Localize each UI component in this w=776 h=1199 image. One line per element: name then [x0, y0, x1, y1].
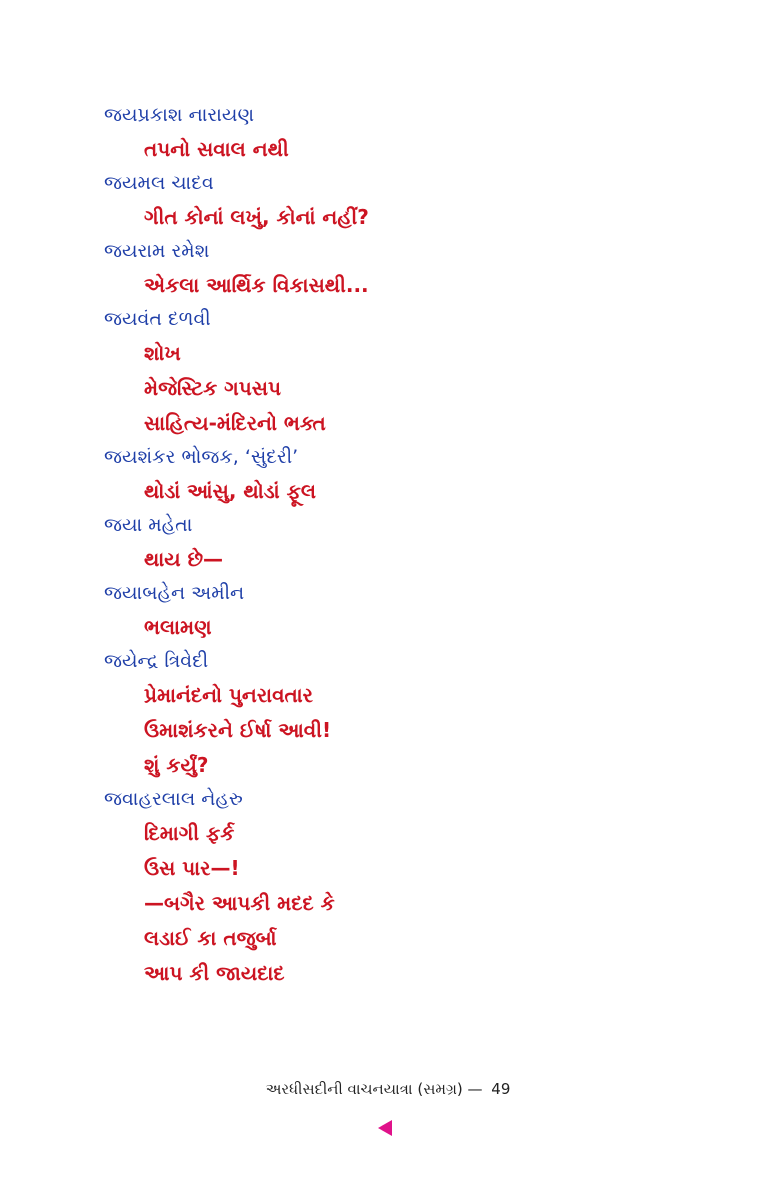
- work-title: આપ કી જાયદાદ: [144, 961, 285, 985]
- author-index: [104, 104, 664, 985]
- work-title: થોડાં આંસુ, થોડાં ફૂલ: [144, 479, 316, 503]
- author-name: જયાબહેન અમીન: [104, 582, 245, 604]
- page-number: 49: [491, 1080, 511, 1098]
- author-name: જયેન્દ્ર ત્રિવેદી: [104, 650, 209, 672]
- work-title: એકલા આર્થિક વિકાસથી...: [144, 273, 369, 297]
- index-entry: [104, 446, 664, 503]
- work-title: સાહિત્ય-મંદિરનો ભક્ત: [144, 411, 326, 435]
- author-name: જયશંકર ભોજક, ‘સુંદરી’: [104, 446, 299, 468]
- triangle-left-icon[interactable]: [378, 1120, 392, 1136]
- page-footer: [0, 1080, 776, 1098]
- work-title: ભલામણ: [144, 615, 212, 639]
- author-name: જયરામ રમેશ: [104, 240, 210, 262]
- index-entry: [104, 172, 664, 229]
- work-title: થાય છે—: [144, 547, 224, 571]
- work-title: ઉસ પાર—!: [144, 856, 240, 880]
- index-entry: [104, 514, 664, 571]
- work-title: ઉમાશંકરને ઈર્ષા આવી!: [144, 718, 332, 742]
- author-name: જયમલ ચાદવ: [104, 172, 214, 194]
- author-name: જયવંત દળવી: [104, 308, 211, 330]
- author-name: જવાહરલાલ નેહરુ: [104, 788, 243, 810]
- author-name: જયા મહેતા: [104, 514, 193, 536]
- work-title: મેજેસ્ટિક ગપસપ: [144, 376, 281, 400]
- work-title: પ્રેમાનંદનો પુનરાવતાર: [144, 683, 314, 707]
- work-title: દિમાગી ફર્ક: [144, 821, 235, 845]
- book-title: અરધીસદીની વાચનયાત્રા (સમગ્ર) —: [265, 1080, 483, 1098]
- index-entry: [104, 650, 664, 777]
- work-title: શું કર્યું?: [144, 753, 209, 777]
- index-entry: [104, 582, 664, 639]
- work-title: તપનો સવાલ નથી: [144, 137, 289, 161]
- index-entry: [104, 308, 664, 435]
- index-entry: [104, 788, 664, 985]
- work-title: લડાઈ કા તજુર્બા: [144, 926, 277, 950]
- work-title: —બગૈર આપકી મદદ કે: [144, 891, 335, 915]
- work-title: શોખ: [144, 341, 181, 365]
- index-entry: [104, 240, 664, 297]
- index-entry: [104, 104, 664, 161]
- author-name: જયપ્રકાશ નારાયણ: [104, 104, 255, 126]
- work-title: ગીત કોનાં લખું, કોનાં નહીં?: [144, 205, 369, 229]
